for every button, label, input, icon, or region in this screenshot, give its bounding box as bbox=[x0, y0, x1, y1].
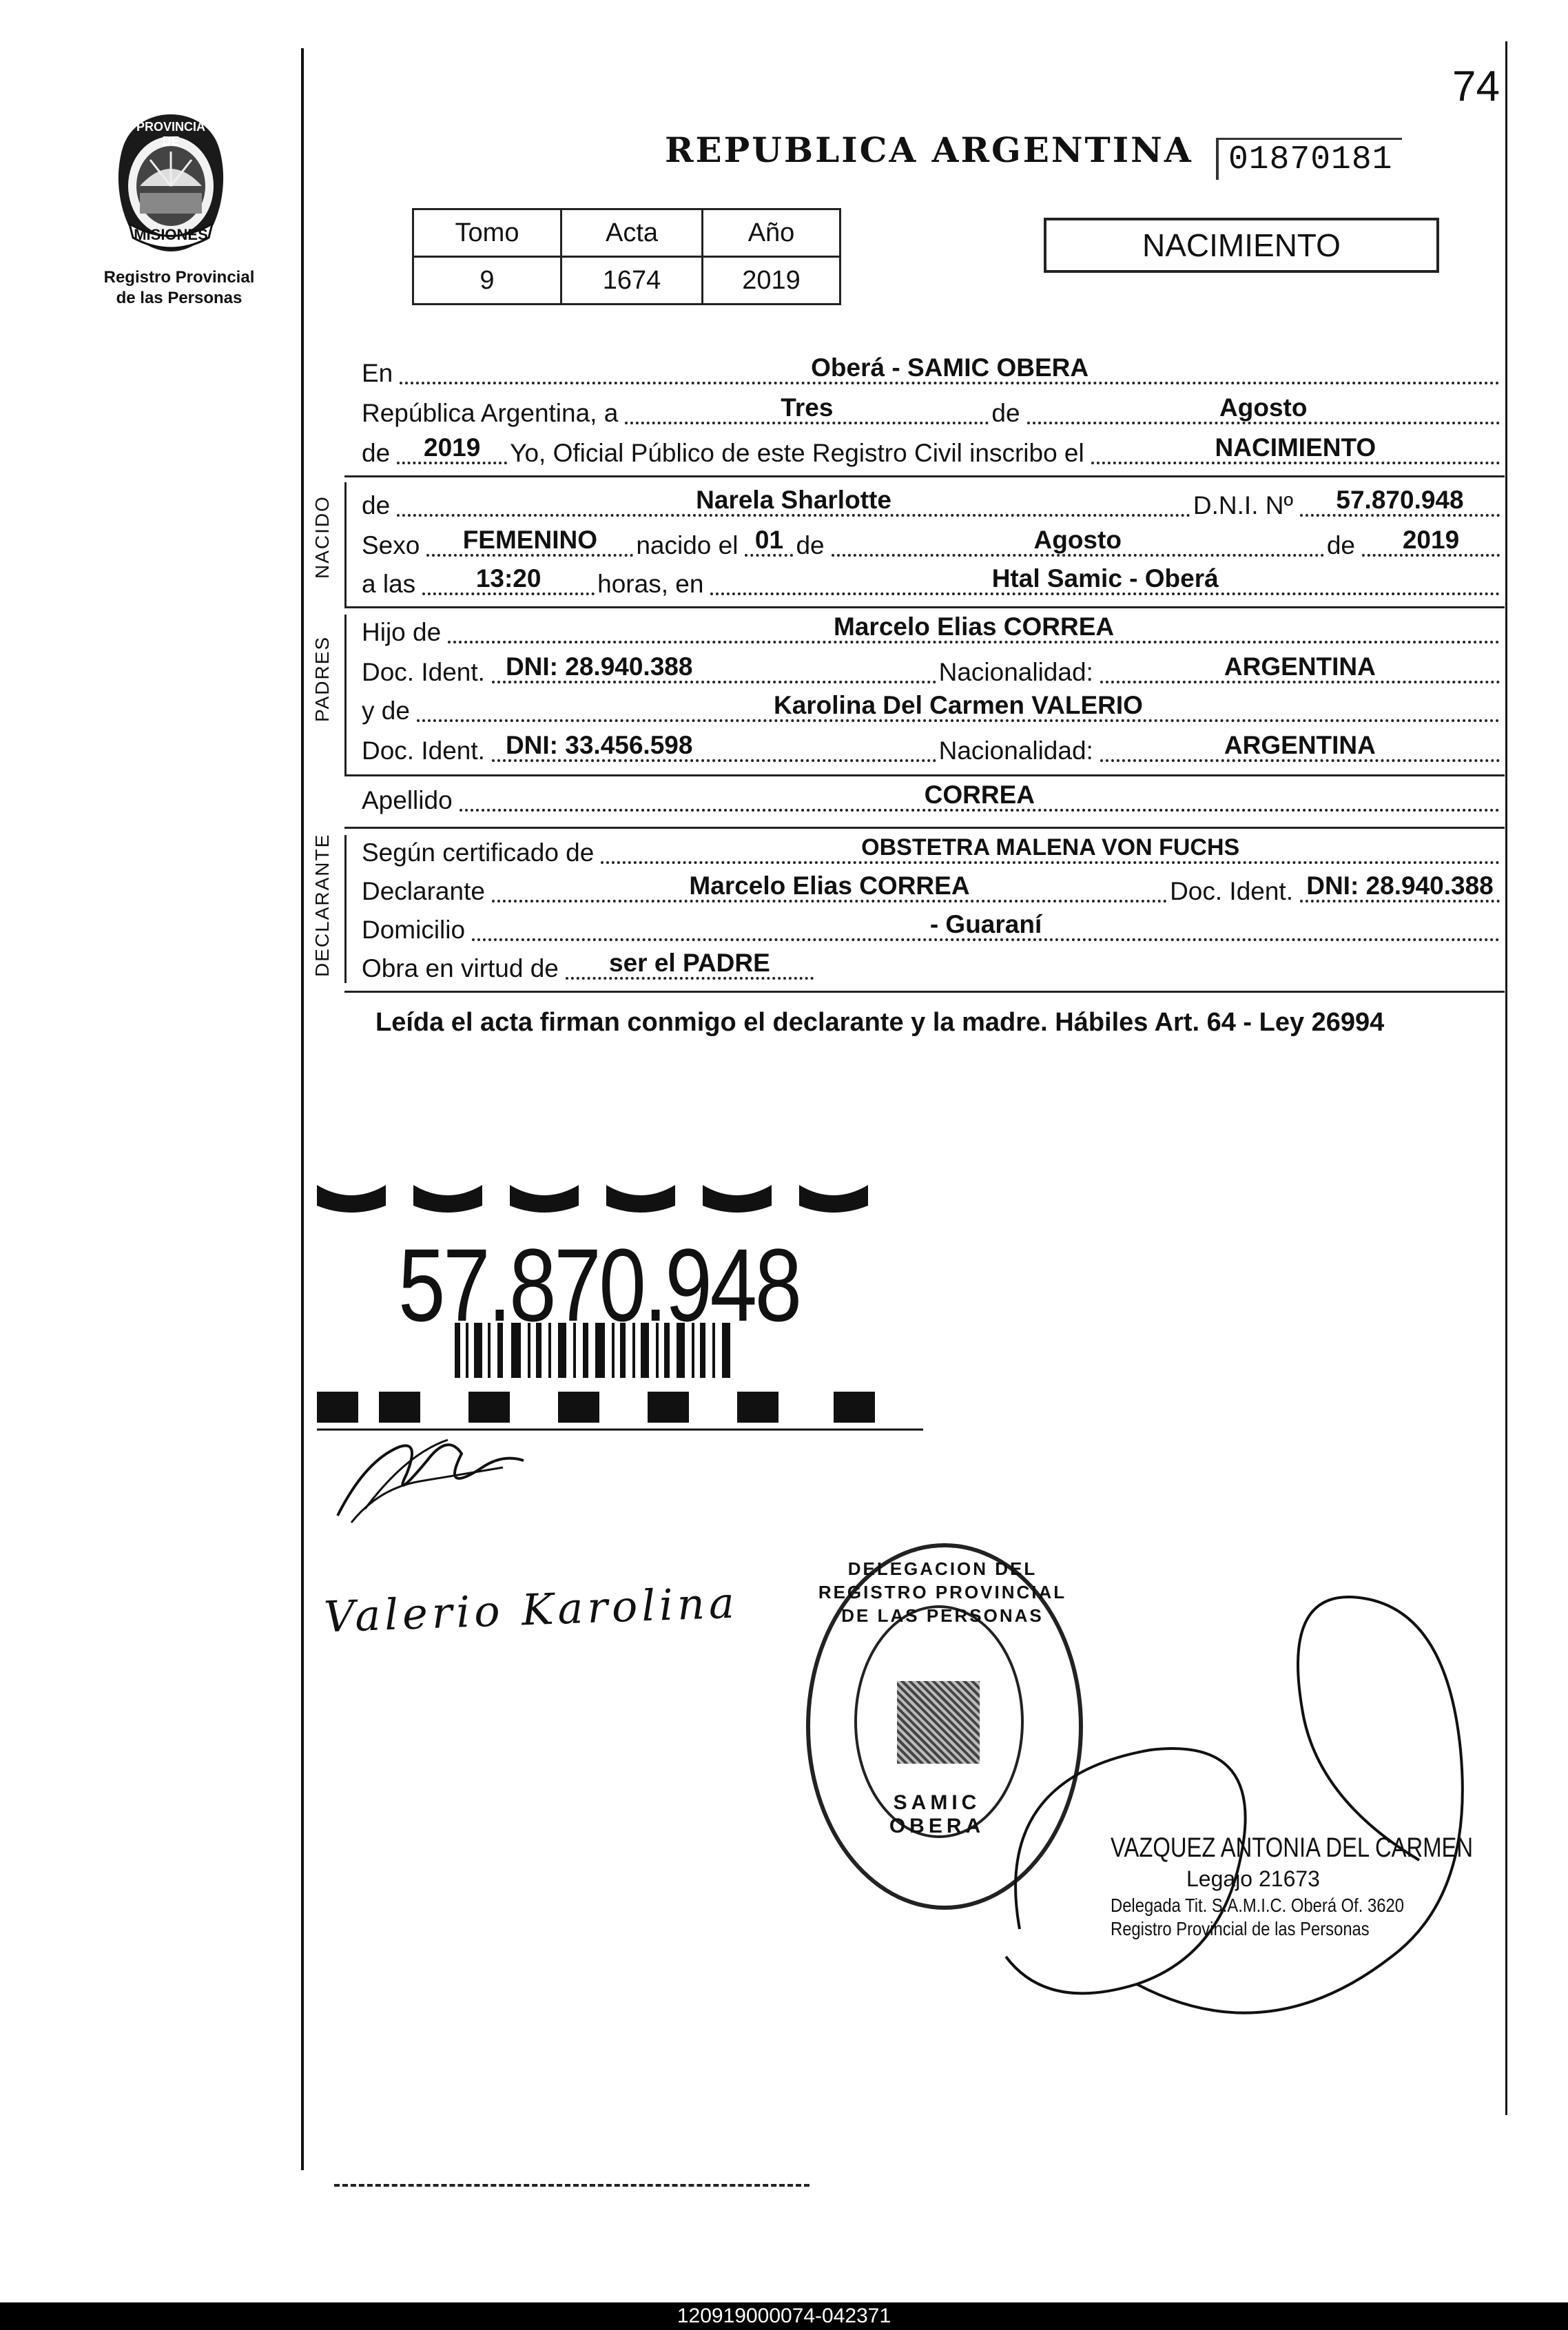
address-label: Domicilio bbox=[362, 916, 466, 944]
father-signature bbox=[324, 1419, 530, 1529]
father-value: Marcelo Elias CORREA bbox=[834, 612, 1115, 641]
mother-signature: Valerio Karolina bbox=[322, 1577, 739, 1642]
section-nacido: NACIDO bbox=[311, 495, 333, 579]
official-block bbox=[1111, 1833, 1496, 1940]
row-inscribe bbox=[362, 433, 1503, 468]
row-time bbox=[362, 564, 1503, 599]
page-number: 74 bbox=[1452, 63, 1500, 110]
footer-code-bar bbox=[0, 2302, 1568, 2330]
record-type-box: NACIMIENTO bbox=[1044, 218, 1439, 273]
section-declarante: DECLARANTE bbox=[311, 833, 333, 977]
mother-label: y de bbox=[362, 697, 410, 725]
table-value-tomo: 9 bbox=[413, 257, 561, 305]
father-doc-label: Doc. Ident. bbox=[362, 658, 485, 686]
row-place bbox=[362, 353, 1503, 389]
row-mother bbox=[362, 691, 1503, 726]
father-label: Hijo de bbox=[362, 618, 442, 646]
hours-label: horas, en bbox=[597, 570, 704, 598]
month-value: Agosto bbox=[1219, 393, 1308, 422]
row-father bbox=[362, 612, 1503, 648]
row-date bbox=[362, 393, 1503, 429]
surname-value: CORREA bbox=[924, 781, 1035, 809]
row-virtue bbox=[362, 949, 1503, 984]
divider-5 bbox=[344, 991, 1505, 993]
born-label: nacido el bbox=[636, 531, 739, 559]
row-cert bbox=[362, 834, 1503, 868]
day-value: Tres bbox=[781, 393, 834, 422]
sex-label: Sexo bbox=[362, 531, 420, 559]
name-value: Narela Sharlotte bbox=[696, 486, 891, 514]
inscribe-value: NACIMIENTO bbox=[1215, 433, 1376, 462]
row-declarant bbox=[362, 872, 1503, 907]
row-surname bbox=[362, 781, 1503, 816]
right-margin-line bbox=[1505, 41, 1507, 2115]
left-margin-line bbox=[301, 48, 304, 2170]
official-name: VAZQUEZ ANTONIA DEL CARMEN bbox=[1111, 1833, 1474, 1863]
province-seal bbox=[109, 110, 233, 255]
registry-name-line2: de las Personas bbox=[116, 289, 243, 307]
record-table bbox=[412, 208, 841, 305]
row-sex bbox=[362, 526, 1503, 561]
mother-nationality-label: Nacionalidad: bbox=[938, 736, 1093, 765]
mother-nationality: ARGENTINA bbox=[1224, 731, 1376, 759]
surname-label: Apellido bbox=[362, 786, 453, 814]
de-label: de bbox=[991, 399, 1020, 427]
table-header-anio: Año bbox=[703, 209, 840, 257]
declarant-value: Marcelo Elias CORREA bbox=[689, 872, 970, 900]
mother-doc: DNI: 33.456.598 bbox=[505, 731, 693, 759]
place-label: En bbox=[362, 359, 393, 387]
place-value: Oberá - SAMIC OBERA bbox=[811, 353, 1089, 382]
cert-value: OBSTETRA MALENA VON FUCHS bbox=[861, 834, 1240, 860]
dni-value: 57.870.948 bbox=[1336, 486, 1464, 514]
mother-doc-label: Doc. Ident. bbox=[362, 736, 485, 765]
serial-number: 01870181 bbox=[1216, 138, 1402, 180]
bottom-dashes bbox=[334, 2184, 809, 2187]
closing-text: Leída el acta firman conmigo el declarante y la madre. Hábiles Art. 64 - Ley 26994 bbox=[375, 1008, 1385, 1037]
registry-name bbox=[76, 267, 282, 309]
registry-name-line1: Registro Provincial bbox=[103, 268, 255, 287]
official-position: Delegada Tit. S.A.M.I.C. Oberá Of. 3620 bbox=[1111, 1895, 1404, 1916]
dni-sticker bbox=[317, 1164, 923, 1440]
declarant-doc: DNI: 28.940.388 bbox=[1306, 872, 1494, 900]
time-label: a las bbox=[362, 570, 416, 598]
mother-value: Karolina Del Carmen VALERIO bbox=[773, 691, 1143, 719]
declarant-doc-label: Doc. Ident. bbox=[1170, 877, 1293, 905]
born-day: 01 bbox=[754, 526, 784, 554]
table-value-anio: 2019 bbox=[703, 257, 840, 305]
divider-1 bbox=[344, 475, 1505, 477]
born-year: 2019 bbox=[1402, 526, 1460, 554]
dni-label: D.N.I. Nº bbox=[1193, 491, 1293, 519]
padres-bar bbox=[344, 615, 347, 776]
year-value: 2019 bbox=[424, 433, 481, 462]
name-label: de bbox=[362, 491, 391, 519]
country-label: República Argentina, a bbox=[362, 399, 619, 427]
born-place: Htal Samic - Oberá bbox=[991, 564, 1219, 592]
de-label-4: de bbox=[1326, 531, 1355, 559]
official-legajo: Legajo 21673 bbox=[1186, 1866, 1320, 1891]
nacido-bar bbox=[344, 482, 347, 606]
row-mother-doc bbox=[362, 731, 1503, 766]
address-value: - Guaraní bbox=[929, 910, 1042, 938]
seal-bottom-text: MISIONES bbox=[134, 226, 208, 243]
country-title: REPUBLICA ARGENTINA bbox=[665, 130, 1193, 170]
father-doc: DNI: 28.940.388 bbox=[505, 652, 693, 681]
de-label-3: de bbox=[796, 531, 825, 559]
declarant-label: Declarante bbox=[362, 877, 485, 905]
table-value-acta: 1674 bbox=[561, 257, 703, 305]
stamp-ring-text: DELEGACION DEL REGISTRO PROVINCIAL DE LAS PERSONAS bbox=[818, 1558, 1067, 1626]
father-nationality: ARGENTINA bbox=[1224, 652, 1376, 681]
virtue-value: ser el PADRE bbox=[609, 949, 770, 977]
stamp-emblem bbox=[897, 1681, 980, 1764]
footer-document-code: 120919000074-042371 bbox=[677, 2305, 891, 2327]
father-nationality-label: Nacionalidad: bbox=[938, 658, 1093, 686]
table-header-acta: Acta bbox=[561, 209, 703, 257]
row-address bbox=[362, 910, 1503, 945]
official-signature bbox=[978, 1571, 1502, 2053]
inscribe-text: Yo, Oficial Público de este Registro Civil inscribo el bbox=[510, 439, 1084, 467]
official-registry: Registro Provincial de las Personas bbox=[1111, 1918, 1370, 1939]
section-padres: PADRES bbox=[311, 635, 333, 722]
time-value: 13:20 bbox=[475, 564, 541, 592]
declarante-bar bbox=[344, 835, 347, 983]
divider-3 bbox=[344, 774, 1505, 776]
sticker-dni-number: 57.870.948 bbox=[398, 1227, 800, 1343]
row-name bbox=[362, 486, 1503, 521]
stamp-inner-text: SAMIC OBERA bbox=[889, 1791, 985, 1837]
cert-label: Según certificado de bbox=[362, 838, 595, 867]
de-label-2: de bbox=[362, 439, 391, 467]
row-father-doc bbox=[362, 652, 1503, 688]
divider-2 bbox=[344, 606, 1505, 608]
divider-4 bbox=[344, 827, 1505, 829]
sex-value: FEMENINO bbox=[462, 526, 597, 554]
virtue-label: Obra en virtud de bbox=[362, 954, 559, 982]
born-month: Agosto bbox=[1033, 526, 1122, 554]
table-header-tomo: Tomo bbox=[413, 209, 561, 257]
seal-top-text: PROVINCIA DE bbox=[136, 120, 205, 148]
